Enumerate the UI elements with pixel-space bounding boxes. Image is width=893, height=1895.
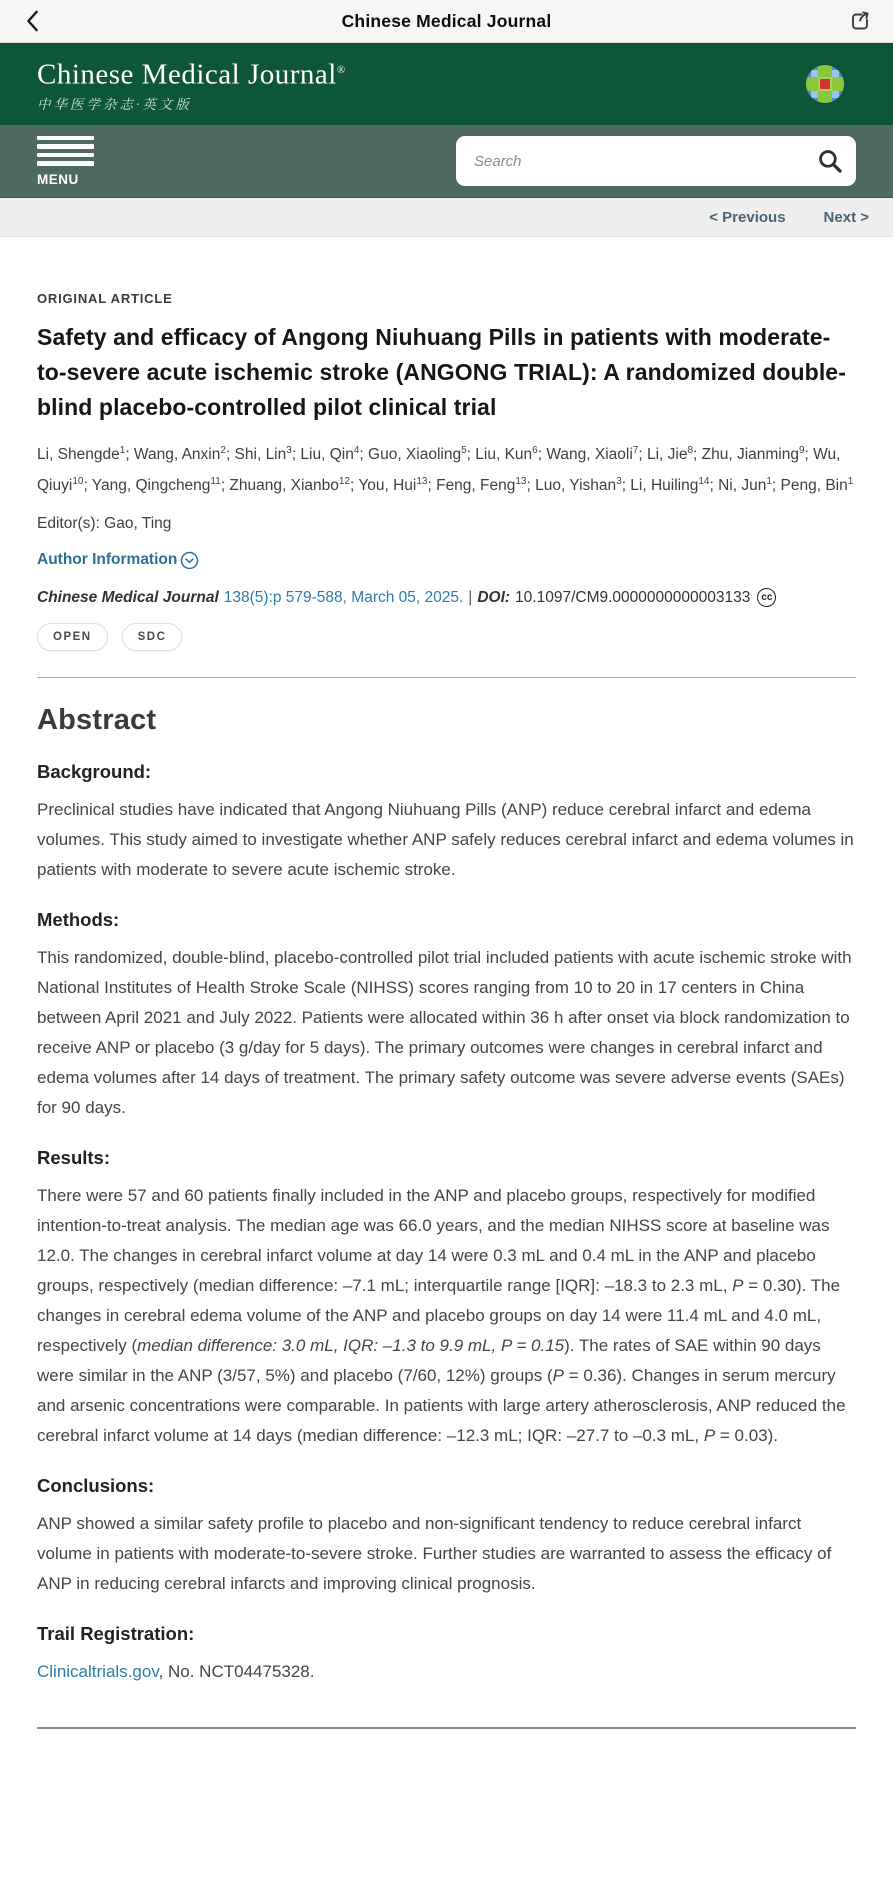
menu-button[interactable]	[37, 136, 94, 187]
creative-commons-icon[interactable]: cc	[757, 588, 776, 607]
search-icon[interactable]	[816, 147, 844, 175]
abstract-heading: Abstract	[37, 704, 157, 737]
citation-line	[37, 588, 856, 607]
bottom-divider	[37, 1727, 856, 1729]
clinicaltrials-link[interactable]: Clinicaltrials.gov	[37, 1662, 159, 1682]
share-icon	[848, 8, 872, 34]
divider	[37, 677, 856, 678]
journal-logo-text: Chinese Medical Journal®	[37, 58, 346, 91]
results-text: There were 57 and 60 patients finally included in the ANP and placebo groups, respectively for modified intention-to-treat analysis. The median age was 66.0 years, and the median NIHSS score at baseline was 12.0. The changes in cerebral infarct volume at day 14 were 0.3 mL and 0.4 mL in the ANP and placebo groups, respectively (median difference: –7.1 mL; interquartile range [IQR]: –18.3 to 2.3 mL, P = 0.30). The changes in cerebral edema volume of the ANP and placebo groups on day 14 were 11.4 mL and 4.0 mL, respectively (median difference: 3.0 mL, IQR: –1.3 to 9.9 mL, P = 0.15). The rates of SAE within 90 days were similar in the ANP (3/57, 5%) and placebo (7/60, 12%) groups (P = 0.36). Changes in serum mercury and arsenic concentrations were comparable. In patients with large artery atherosclerosis, ANP reduced the cerebral infarct volume at 14 days (median difference: –12.3 mL; IQR: –27.7 to –0.3 mL, P = 0.03).	[37, 1186, 846, 1446]
menu-bar	[0, 125, 893, 198]
citation-journal-name: Chinese Medical Journal	[37, 588, 219, 606]
share-button[interactable]	[845, 6, 875, 36]
sdc-badge[interactable]: SDC	[122, 623, 183, 651]
badge-row	[37, 623, 856, 651]
journal-globe-icon[interactable]	[805, 64, 845, 104]
next-link[interactable]: Next >	[823, 208, 869, 226]
author-information-toggle[interactable]	[37, 549, 199, 570]
results-heading: Results:	[37, 1147, 110, 1169]
back-chevron-icon	[22, 8, 44, 34]
search-input[interactable]	[474, 153, 816, 170]
author-list: Li, Shengde$^1$; Wang, Anxin$^2$; Shi, Lin$^3$; Liu, Qin$^4$; Guo, Xiaoling$^5$; Liu, Kun$^6$; Wang, Xiaoli$^7$; Li, Jie$^8$; Zhu, Jianming$^9$; Wu, Qiuyi$^{10}$; Yang, Qingcheng$^{11}$; Zhuang, Xianbo$^{12}$; You, Hui$^{13}$; Feng, Feng$^{13}$; Luo, Yishan$^3$; Li, Huiling$^{14}$; Ni, Jun$^1$; Peng, Bin$^1$	[37, 445, 854, 495]
article-title: Safety and efficacy of Angong Niuhuang Pills in patients with moderate-to-severe acute ischemic stroke (ANGONG TRIAL): A randomized double-blind placebo-controlled pilot clinical trial	[37, 324, 846, 420]
page-title: Chinese Medical Journal	[341, 10, 552, 31]
pager-bar	[0, 198, 893, 237]
doi-value: 10.1097/CM9.0000000000003133	[515, 588, 751, 606]
journal-logo[interactable]	[37, 55, 346, 113]
previous-link[interactable]: < Previous	[709, 208, 786, 226]
menu-label: MENU	[37, 171, 79, 187]
conclusions-text: ANP showed a similar safety profile to placebo and non-significant tendency to reduce cerebral infarct volume in patients with moderate-to-severe stroke. Further studies are warranted to assess the efficacy of ANP in reducing cerebral infarcts and improving clinical prognosis.	[37, 1514, 832, 1594]
journal-banner	[0, 43, 893, 125]
issue-pages-link[interactable]: 138(5):p 579-588, March 05, 2025.	[223, 588, 464, 606]
open-access-badge[interactable]: OPEN	[37, 623, 108, 651]
background-heading: Background:	[37, 761, 152, 783]
background-text: Preclinical studies have indicated that Angong Niuhuang Pills (ANP) reduce cerebral infarct and edema volumes. This study aimed to investigate whether ANP safely reduces cerebral infarct and edema volumes in patients with moderate to severe acute ischemic stroke.	[37, 800, 854, 880]
back-button[interactable]	[18, 6, 48, 36]
trial-registration-text: Clinicaltrials.gov, No. NCT04475328.	[37, 1662, 315, 1682]
methods-heading: Methods:	[37, 909, 120, 931]
app-top-bar	[0, 0, 893, 43]
search-box	[456, 136, 856, 186]
author-information-label: Author Information	[37, 550, 178, 568]
journal-logo-chinese: 中华医学杂志·英文版	[37, 96, 192, 112]
editors-line: Editor(s): Gao, Ting	[37, 515, 172, 533]
trial-registration-heading: Trail Registration:	[37, 1623, 195, 1645]
hamburger-icon	[37, 136, 94, 166]
registered-mark: ®	[336, 64, 346, 77]
article-type-kicker: ORIGINAL ARTICLE	[37, 291, 173, 306]
article-content	[0, 291, 893, 1729]
chevron-down-circle-icon	[180, 551, 199, 570]
citation-separator: |	[468, 588, 473, 606]
methods-text: This randomized, double-blind, placebo-controlled pilot trial included patients with acute ischemic stroke with National Institutes of Health Stroke Scale (NIHSS) scores ranging from 10 to 20 in 17 centers in China between April 2021 and July 2022. Patients were allocated within 36 h after onset via block randomization to receive ANP or placebo (3 g/day for 5 days). The primary outcomes were changes in cerebral infarct and edema volumes after 14 days of treatment. The primary safety outcome was severe adverse events (SAEs) for 90 days.	[37, 948, 852, 1118]
doi-label: DOI:	[477, 588, 511, 606]
conclusions-heading: Conclusions:	[37, 1475, 155, 1497]
